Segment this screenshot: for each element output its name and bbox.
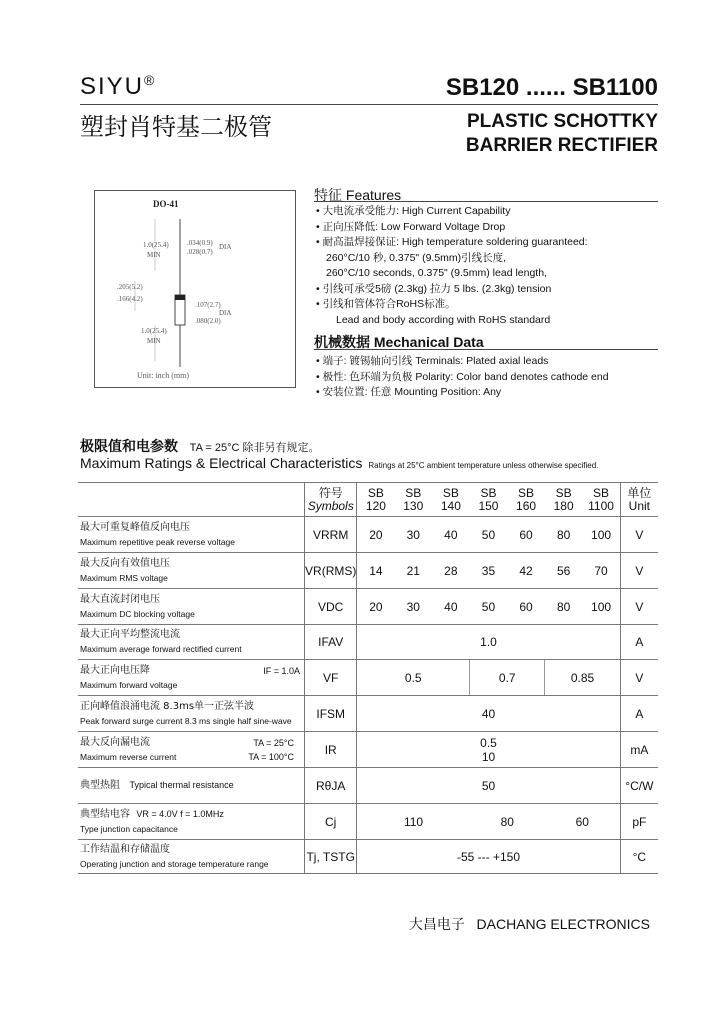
features-heading-cn: 特征 (314, 187, 342, 203)
dim-lead-length-min: MIN (147, 251, 161, 259)
value-cell: 30 (394, 589, 432, 625)
symbol-cell: VDC (305, 589, 357, 625)
ratings-heading-cn-note: TA = 25°C 除非另有规定。 (189, 442, 320, 454)
mechanical-item: • 安装位置: 任意 Mounting Position: Any (316, 386, 502, 398)
param-cn: 最大反向有效值电压 (80, 557, 170, 569)
value-cell: 0.5 (357, 660, 470, 696)
header-part-cell (507, 483, 545, 517)
feature-item: 260°C/10 秒, 0.375" (9.5mm)引线长度, (326, 251, 507, 264)
unit-cell: V (620, 660, 658, 696)
mechanical-divider (314, 349, 658, 350)
param-cell (78, 696, 305, 732)
dim-lead2-length-min: MIN (147, 337, 161, 345)
param-en: Operating junction and storage temperature range (80, 858, 269, 869)
part-number: 120 (365, 498, 386, 513)
value-cell (357, 732, 620, 768)
unit-cell: V (620, 553, 658, 589)
unit-note: Unit: inch (mm) (137, 371, 189, 380)
symbol-cell: Cj (305, 804, 357, 840)
features-list (316, 204, 660, 328)
param-cn-row (80, 736, 304, 750)
dim-lead-dia-label: DIA (219, 243, 232, 251)
param-cn: 正向峰值浪涌电流 8.3ms单一正弦半波 (80, 700, 255, 712)
symbol-cell: Tj, TSTG (305, 840, 357, 874)
symbol-cell: RθJA (305, 768, 357, 804)
param-cell (78, 660, 305, 696)
table-header-row (78, 483, 658, 517)
param-cell (78, 553, 305, 589)
header-part-cell (582, 483, 620, 517)
param-cn-row (80, 778, 304, 793)
header-part-cell (357, 483, 395, 517)
title-english-line2: BARRIER RECTIFIER (465, 135, 658, 156)
ratings-heading-en-note: Ratings at 25°C ambient temperature unless otherwise specified. (368, 461, 599, 470)
dim-body-length-min: .166(4.2) (117, 295, 143, 303)
part-prefix: SB (555, 485, 572, 500)
symbol-cell: IFAV (305, 625, 357, 660)
unit-cell: °C (620, 840, 658, 874)
value-cell: 60 (507, 589, 545, 625)
param-en: Maximum reverse current (80, 751, 177, 762)
title-english-line1: PLASTIC SCHOTTKY (466, 111, 658, 132)
param-condition: TA = 25°C (253, 737, 295, 748)
value-cell: 21 (394, 553, 432, 589)
header-part-cell (545, 483, 583, 517)
dim-body-dia-label: DIA (219, 309, 232, 317)
ratings-heading-en-text: Maximum Ratings & Electrical Characteristics (80, 455, 363, 471)
symbol-cell: IFSM (305, 696, 357, 732)
param-cn: 典型结电容 (80, 809, 130, 820)
mechanical-list (316, 354, 660, 401)
param-cell (78, 625, 305, 660)
header-divider (80, 104, 658, 105)
mechanical-item: • 端子: 镀锡轴向引线 Terminals: Plated axial leads (316, 355, 549, 367)
brand-name: SIYU (80, 73, 145, 100)
param-cell (78, 589, 305, 625)
param-condition: IF = 1.0A (263, 665, 301, 676)
part-number: 1100 (588, 498, 614, 513)
package-name: DO-41 (153, 199, 179, 209)
symbol-cell: IR (305, 732, 357, 768)
value-cell: 28 (432, 553, 470, 589)
param-cn: 工作结温和存储温度 (80, 843, 170, 855)
value-cell: 80 (545, 517, 583, 553)
value-cell: 60 (507, 517, 545, 553)
value-cell: 0.7 (470, 660, 545, 696)
part-prefix: SB (405, 485, 422, 500)
part-range: SB120 ...... SB1100 (445, 74, 658, 101)
value-cell: 80 (470, 804, 545, 840)
param-en: Peak forward surge current 8.3 ms single half sine-wave (80, 715, 292, 726)
value-cell: 50 (470, 517, 508, 553)
footer-company-cn: 大昌电子 (408, 916, 465, 932)
dim-body-dia-min: .080(2.0) (195, 317, 221, 325)
param-cell (78, 768, 305, 804)
param-cell (78, 517, 305, 553)
param-en: Type junction capacitance (80, 824, 178, 834)
param-en: Maximum DC blocking voltage (80, 608, 195, 619)
unit-cn: 单位 (627, 485, 652, 500)
param-en: Maximum forward voltage (80, 679, 178, 690)
ratings-heading-cn (80, 436, 319, 456)
value-cell: 20 (357, 589, 395, 625)
param-cell (78, 804, 305, 840)
param-en: Maximum repetitive peak reverse voltage (80, 536, 235, 547)
part-number: 130 (403, 498, 424, 513)
param-cn: 最大正向电压降 (80, 664, 150, 676)
title-chinese: 塑封肖特基二极管 (80, 113, 272, 141)
feature-item: 260°C/10 seconds, 0.375" (9.5mm) lead length, (326, 267, 547, 279)
param-cn-row (80, 807, 304, 822)
header-symbols-cell (305, 483, 357, 517)
header-unit-cell (620, 483, 658, 517)
value-cell: 40 (432, 589, 470, 625)
table-row-vdc (78, 589, 658, 625)
unit-cell: A (620, 625, 658, 660)
part-prefix: SB (518, 485, 535, 500)
footer-company-en: DACHANG ELECTRONICS (476, 916, 650, 932)
param-cn: 典型热阻 (80, 780, 120, 791)
value-cell: 80 (545, 589, 583, 625)
value-25c: 0.5 (480, 735, 497, 750)
table-row-ir (78, 732, 658, 768)
symbols-en: Symbols (307, 498, 354, 513)
param-cn-row (80, 664, 304, 678)
table-row-tj (78, 840, 658, 874)
ratings-table (78, 482, 658, 874)
value-cell: 40 (357, 696, 620, 732)
dim-lead-length: 1.0(25.4) (143, 241, 169, 249)
param-cell (78, 732, 305, 768)
features-heading (314, 185, 401, 205)
value-cell: 70 (582, 553, 620, 589)
param-cn: 最大可重复峰值反向电压 (80, 521, 190, 533)
part-prefix: SB (480, 485, 497, 500)
value-cell: 56 (545, 553, 583, 589)
unit-cell: mA (620, 732, 658, 768)
value-cell: 50 (357, 768, 620, 804)
param-condition: VR = 4.0V f = 1.0MHz (136, 809, 224, 819)
features-divider (314, 201, 658, 202)
value-cell: 100 (582, 517, 620, 553)
dim-body-dia-max: .107(2.7) (195, 301, 221, 309)
param-en: Typical thermal resistance (129, 780, 234, 790)
registered-mark: ® (144, 72, 157, 88)
symbols-cn: 符号 (318, 485, 343, 500)
header-part-cell (394, 483, 432, 517)
param-cn: 最大直流封闭电压 (80, 593, 160, 605)
feature-item: • 正向压降低: Low Forward Voltage Drop (316, 220, 506, 233)
feature-item: • 引线可承受5磅 (2.3kg) 拉力 5 lbs. (2.3kg) tension (316, 282, 552, 295)
feature-item: Lead and body according with RoHS standard (336, 313, 551, 326)
table-row-vf (78, 660, 658, 696)
table-row-vrrm (78, 517, 658, 553)
dim-lead-dia-min: .028(0.7) (187, 248, 213, 256)
part-prefix: SB (442, 485, 459, 500)
mechanical-heading-en: Mechanical Data (373, 334, 484, 350)
brand-logo (80, 72, 156, 101)
feature-item: • 大电流承受能力: High Current Capability (316, 205, 511, 217)
header-param-cell (78, 483, 305, 517)
part-number: 180 (553, 498, 574, 513)
symbol-cell: VF (305, 660, 357, 696)
param-en: Maximum average forward rectified current (80, 644, 242, 654)
value-cell: 14 (357, 553, 395, 589)
part-number: 150 (478, 498, 499, 513)
mechanical-heading-cn: 机械数据 (314, 334, 370, 350)
table-row-ifav (78, 625, 658, 660)
part-number: 160 (516, 498, 537, 513)
value-cell: 1.0 (357, 625, 620, 660)
mechanical-item: • 极性: 色环端为负极 Polarity: Color band denotes cathode end (316, 370, 609, 383)
value-cell: 42 (507, 553, 545, 589)
dim-lead-dia-max: .034(0.9) (187, 239, 213, 247)
value-100c: 10 (481, 749, 496, 764)
value-cell: 35 (470, 553, 508, 589)
param-cn: 最大反向漏电流 (80, 736, 150, 748)
header-part-cell (470, 483, 508, 517)
features-heading-en: Features (345, 187, 402, 203)
ratings-heading-cn-text: 极限值和电参数 (80, 438, 178, 454)
param-en-row (80, 750, 304, 764)
dim-body-length-max: .205(5.2) (117, 283, 143, 291)
part-number: 140 (440, 498, 461, 513)
value-cell: 50 (470, 589, 508, 625)
value-cell: 60 (545, 804, 620, 840)
param-condition: TA = 100°C (248, 751, 295, 762)
value-cell: -55 --- +150 (357, 840, 620, 874)
symbol-cell: VR(RMS) (305, 553, 357, 589)
package-outline (94, 190, 296, 388)
table-row-ifsm (78, 696, 658, 732)
value-cell: 110 (357, 804, 470, 840)
table-row-rth (78, 768, 658, 804)
value-cell: 40 (432, 517, 470, 553)
unit-cell: °C/W (620, 768, 658, 804)
ratings-heading-en (80, 455, 598, 471)
value-cell: 100 (582, 589, 620, 625)
unit-cell: V (620, 589, 658, 625)
table-row-vrms (78, 553, 658, 589)
unit-en: Unit (628, 498, 650, 513)
value-cell: 30 (394, 517, 432, 553)
param-cn: 最大正向平均整流电流 (80, 629, 180, 640)
unit-cell: pF (620, 804, 658, 840)
value-cell: 20 (357, 517, 395, 553)
value-cell: 0.85 (545, 660, 620, 696)
param-cell (78, 840, 305, 874)
feature-item: • 引线和管体符合RoHS标准。 (316, 298, 456, 310)
symbol-cell: VRRM (305, 517, 357, 553)
header-part-cell (432, 483, 470, 517)
footer-company (409, 914, 650, 934)
part-prefix: SB (593, 485, 610, 500)
param-en: Maximum RMS voltage (80, 572, 168, 583)
table-row-cj (78, 804, 658, 840)
part-prefix: SB (367, 485, 384, 500)
feature-item: • 耐高温焊接保证: High temperature soldering guaranteed: (316, 236, 588, 248)
dim-lead2-length: 1.0(25.4) (141, 327, 167, 335)
unit-cell: V (620, 517, 658, 553)
unit-cell: A (620, 696, 658, 732)
